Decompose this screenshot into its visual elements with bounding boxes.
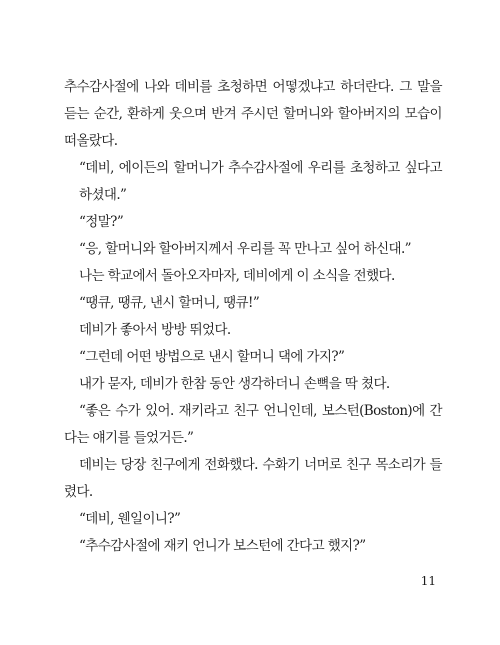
page-number: 11 <box>420 574 436 588</box>
narration-paragraph: 데비는 당장 친구에게 전화했다. 수화기 너머로 친구 목소리가 들렸다. <box>64 457 442 500</box>
body-text <box>64 74 442 560</box>
narration-paragraph: 나는 학교에서 돌아오자마자, 데비에게 이 소식을 전했다. <box>79 268 395 284</box>
dialogue-line: “응, 할머니와 할아버지께서 우리를 꼭 만나고 싶어 하신대.” <box>79 241 411 257</box>
narration-paragraph: 내가 묻자, 데비가 한참 동안 생각하더니 손뼉을 딱 쳤다. <box>79 376 390 392</box>
dialogue-line: “추수감사절에 재키 언니가 보스턴에 간다고 했지?” <box>79 538 366 554</box>
dialogue-line: “데비, 에이든의 할머니가 추수감사절에 우리를 초청하고 싶다고 하셨대.” <box>79 160 442 203</box>
narration-paragraph: 데비가 좋아서 방방 뛰었다. <box>79 322 231 338</box>
dialogue-line: “데비, 웬일이니?” <box>79 511 181 527</box>
dialogue-line: “땡큐, 땡큐, 낸시 할머니, 땡큐!” <box>79 295 260 311</box>
dialogue-line: “정말?” <box>79 214 124 230</box>
dialogue-line: “좋은 수가 있어. 재키라고 친구 언니인데, 보스턴(Boston)에 간다는 얘기를 들었거든.” <box>64 403 442 446</box>
dialogue-line: “그런데 어떤 방법으로 낸시 할머니 댁에 가지?” <box>79 349 345 365</box>
paragraph-continued: 추수감사절에 나와 데비를 초청하면 어떻겠냐고 하더란다. 그 말을 듣는 순간, 환하게 웃으며 반겨 주시던 할머니와 할아버지의 모습이 떠올랐다. <box>64 79 442 149</box>
